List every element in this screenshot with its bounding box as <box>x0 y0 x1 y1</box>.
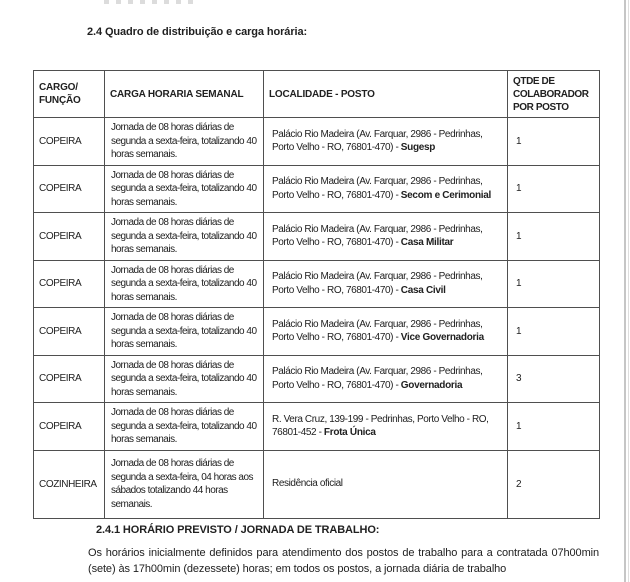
localidade-text: Palácio Rio Madeira (Av. Farquar, 2986 - Pedrinhas, Porto Velho - RO, 76801-470) - <box>272 318 483 344</box>
table-row <box>34 403 600 451</box>
cell-qtde: 3 <box>508 355 600 403</box>
col-header-carga-horaria: CARGA HORARIA SEMANAL <box>105 71 264 118</box>
localidade-text: Palácio Rio Madeira (Av. Farquar, 2986 - Pedrinhas, Porto Velho - RO, 76801-470) - <box>272 128 483 154</box>
localidade-posto-bold: Secom e Cerimonial <box>400 189 491 201</box>
cell-localidade <box>264 118 508 166</box>
cell-carga-horaria: Jornada de 08 horas diárias de segunda a sexta-feira, totalizando 40 horas semanais. <box>105 165 264 213</box>
cell-qtde: 1 <box>508 260 600 308</box>
table-row <box>34 355 600 403</box>
section-heading: 2.4 Quadro de distribuição e carga horária: <box>87 26 308 38</box>
localidade-text: Residência oficial <box>272 478 343 490</box>
table-row <box>34 213 600 261</box>
table-row <box>34 260 600 308</box>
table-row <box>34 165 600 213</box>
distribution-table <box>33 70 600 519</box>
subsection-heading: 2.4.1 HORÁRIO PREVISTO / JORNADA DE TRABALHO: <box>96 524 380 536</box>
cell-qtde: 1 <box>508 308 600 356</box>
cell-carga-horaria: Jornada de 08 horas diárias de segunda a sexta-feira, totalizando 40 horas semanais. <box>105 260 264 308</box>
page-edge-shadow <box>628 0 629 582</box>
localidade-posto-bold: Casa Militar <box>400 237 454 249</box>
cell-carga-horaria: Jornada de 08 horas diárias de segunda a sexta-feira, 04 horas aos sábados totalizando 44 horas semanais. <box>105 450 264 518</box>
cell-localidade <box>264 355 508 403</box>
cell-qtde: 1 <box>508 118 600 166</box>
cell-cargo: COPEIRA <box>34 118 105 166</box>
cell-carga-horaria: Jornada de 08 horas diárias de segunda a sexta-feira, totalizando 40 horas semanais. <box>105 355 264 403</box>
col-header-qtde-colaborador: QTDE DE COLABORADOR POR POSTO <box>508 71 600 118</box>
cell-qtde: 1 <box>508 165 600 213</box>
localidade-posto-bold: Frota Única <box>323 427 376 439</box>
cell-localidade <box>264 450 508 518</box>
cell-carga-horaria: Jornada de 08 horas diárias de segunda a sexta-feira, totalizando 40 horas semanais. <box>105 118 264 166</box>
cell-cargo: COPEIRA <box>34 213 105 261</box>
localidade-posto-bold: Casa Civil <box>400 284 446 296</box>
localidade-text: R. Vera Cruz, 139-199 - Pedrinhas, Porto Velho - RO, 76801-452 - <box>272 413 489 439</box>
localidade-text: Palácio Rio Madeira (Av. Farquar, 2986 - Pedrinhas, Porto Velho - RO, 76801-470) - <box>272 223 483 249</box>
cell-cargo: COPEIRA <box>34 260 105 308</box>
table-row <box>34 118 600 166</box>
cell-carga-horaria: Jornada de 08 horas diárias de segunda a sexta-feira, totalizando 40 horas semanais. <box>105 403 264 451</box>
cell-qtde: 1 <box>508 403 600 451</box>
cell-localidade <box>264 308 508 356</box>
body-paragraph: Os horários inicialmente definidos para atendimento dos postos de trabalho para a contratada 07h00min (sete) às 17h00min (dezessete) horas; em todos os postos, a jornada diária de trabalho <box>88 547 599 575</box>
cell-cargo: COPEIRA <box>34 355 105 403</box>
cell-carga-horaria: Jornada de 08 horas diárias de segunda a sexta-feira, totalizando 40 horas semanais. <box>105 308 264 356</box>
localidade-text: Palácio Rio Madeira (Av. Farquar, 2986 - Pedrinhas, Porto Velho - RO, 76801-470) - <box>272 366 483 391</box>
table-header-row <box>34 71 600 118</box>
cell-localidade <box>264 403 508 451</box>
cell-cargo: COZINHEIRA <box>34 450 105 518</box>
localidade-text: Palácio Rio Madeira (Av. Farquar, 2986 - Pedrinhas, Porto Velho - RO, 76801-470) - <box>272 176 483 201</box>
cell-carga-horaria: Jornada de 08 horas diárias de segunda a sexta-feira, totalizando 40 horas semanais. <box>105 213 264 261</box>
localidade-posto-bold: Sugesp <box>400 142 436 154</box>
table-row <box>34 450 600 518</box>
page-edge-line <box>624 0 626 582</box>
localidade-text: Palácio Rio Madeira (Av. Farquar, 2986 - Pedrinhas, Porto Velho - RO, 76801-470) - <box>272 271 483 296</box>
cell-localidade <box>264 213 508 261</box>
clipped-text-fragment <box>104 0 196 4</box>
cell-cargo: COPEIRA <box>34 403 105 451</box>
table-row <box>34 308 600 356</box>
cell-qtde: 2 <box>508 450 600 518</box>
cell-qtde: 1 <box>508 213 600 261</box>
col-header-cargo-funcao: CARGO/ FUNÇÃO <box>34 71 105 118</box>
cell-localidade <box>264 260 508 308</box>
cell-cargo: COPEIRA <box>34 165 105 213</box>
cell-localidade <box>264 165 508 213</box>
col-header-localidade-posto: LOCALIDADE - POSTO <box>264 71 508 118</box>
localidade-posto-bold: Governadoria <box>400 379 463 391</box>
localidade-posto-bold: Vice Governadoria <box>400 332 484 344</box>
cell-cargo: COPEIRA <box>34 308 105 356</box>
